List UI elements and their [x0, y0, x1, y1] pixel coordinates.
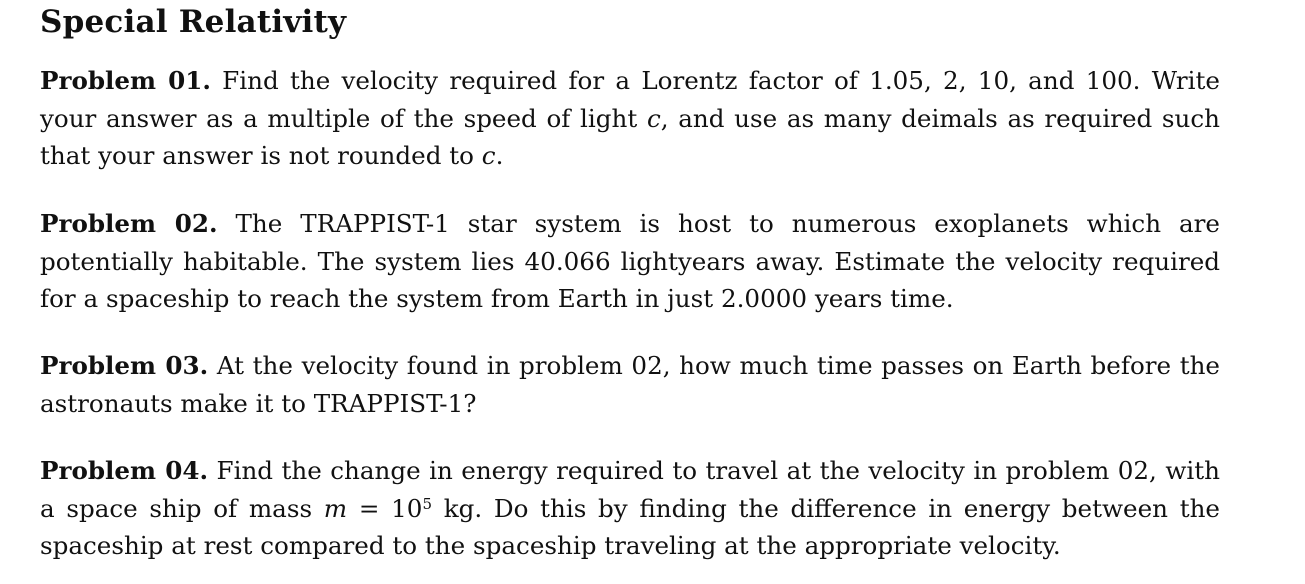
problem-text: Find the change in energy required to travel at the velocity in problem 02, with a space ship of mass — [40, 456, 1220, 523]
page-title: Special Relativity — [40, 4, 347, 40]
math-power-exponent: 5 — [422, 494, 432, 513]
problem-04 — [40, 452, 1220, 565]
problem-label: Problem 01. — [40, 66, 211, 95]
problem-text: Find the velocity required for a Lorentz factor of 1.05, 2, 10, and 100. Write your answer as a multiple of the speed of light — [40, 66, 1220, 133]
problem-label: Problem 02. — [40, 209, 218, 238]
math-equals: = — [358, 493, 380, 523]
math-power-base: 10 — [391, 493, 423, 523]
problem-label: Problem 03. — [40, 351, 209, 380]
problem-02 — [40, 205, 1220, 318]
problem-text-end: . — [495, 141, 504, 170]
problem-text: , and use as many deimals as required such that your answer is not rounded to — [40, 103, 1220, 170]
problem-text: The TRAPPIST-1 star system is host to numerous exoplanets which are potentially habitable. The system lies 40.066 lightyears away. Estimate the velocity required for a spaceship to reach the system from Earth in just 2.0000 years time. — [40, 209, 1220, 313]
problem-text: kg. Do this by finding the difference in energy between the spaceship at rest compared to the spaceship traveling at the appropriate velocity. — [40, 493, 1220, 560]
math-variable-c: c — [646, 103, 661, 133]
math-variable-m: m — [323, 493, 348, 523]
problem-text: At the velocity found in problem 02, how much time passes on Earth before the astronauts make it to TRAPPIST-1? — [40, 351, 1220, 418]
problem-03 — [40, 347, 1220, 422]
problem-label: Problem 04. — [40, 456, 209, 485]
problem-01 — [40, 62, 1220, 175]
math-variable-c: c — [481, 141, 496, 170]
